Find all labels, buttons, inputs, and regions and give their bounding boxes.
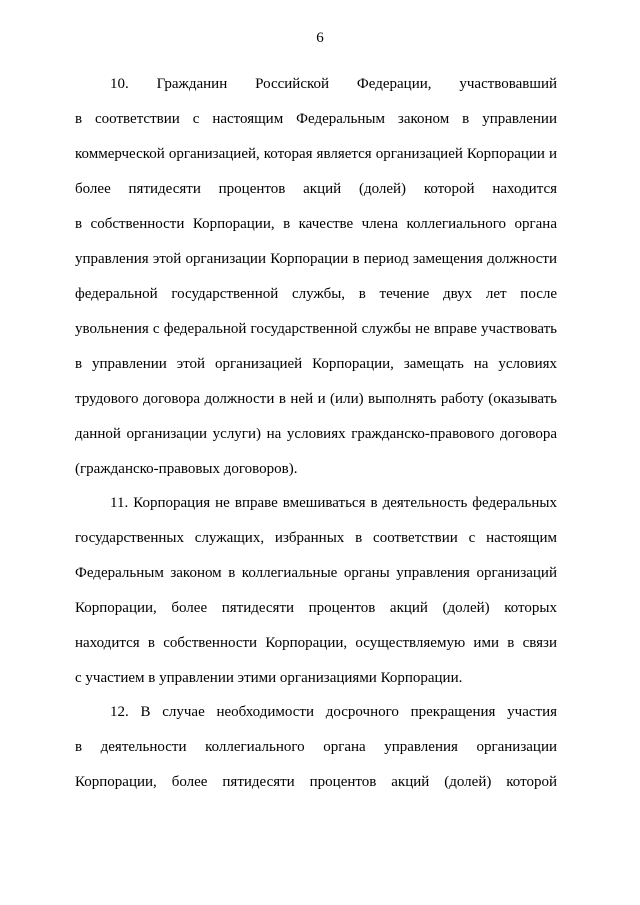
text-line: увольнения с федеральной государственной службы не вправе участвовать bbox=[75, 321, 557, 337]
text-line: Корпорации, более пятидесяти процентов акций (долей) которых bbox=[75, 600, 557, 616]
text-line: в собственности Корпорации, в качестве члена коллегиального органа bbox=[75, 216, 557, 232]
text-line: управления этой организации Корпорации в период замещения должности bbox=[75, 251, 557, 267]
text-line: данной организации услуги) на условиях гражданско-правового договора bbox=[75, 426, 557, 442]
page-number: 6 bbox=[316, 30, 324, 46]
text-line: в управлении этой организацией Корпорации, замещать на условиях bbox=[75, 356, 557, 372]
text-line: (гражданско-правовых договоров). bbox=[75, 461, 298, 477]
text-line: в соответствии с настоящим Федеральным законом в управлении bbox=[75, 111, 557, 127]
text-line: более пятидесяти процентов акций (долей) которой находится bbox=[75, 181, 557, 197]
text-line: с участием в управлении этими организациями Корпорации. bbox=[75, 670, 463, 686]
text-line: находится в собственности Корпорации, осуществляемую ими в связи bbox=[75, 635, 557, 651]
text-line: 12. В случае необходимости досрочного прекращения участия bbox=[110, 704, 557, 720]
text-line: федеральной государственной службы, в течение двух лет после bbox=[75, 286, 557, 302]
text-line: в деятельности коллегиального органа управления организации bbox=[75, 739, 557, 755]
text-line: коммерческой организацией, которая является организацией Корпорации и bbox=[75, 146, 557, 162]
text-line: Корпорации, более пятидесяти процентов акций (долей) которой bbox=[75, 774, 557, 790]
text-line: государственных служащих, избранных в соответствии с настоящим bbox=[75, 530, 557, 546]
text-line: Федеральным законом в коллегиальные органы управления организаций bbox=[75, 565, 557, 581]
text-line: 11. Корпорация не вправе вмешиваться в деятельность федеральных bbox=[110, 495, 557, 511]
text-line: 10. Гражданин Российской Федерации, участвовавший bbox=[110, 76, 557, 92]
text-line: трудового договора должности в ней и (или) выполнять работу (оказывать bbox=[75, 391, 557, 407]
